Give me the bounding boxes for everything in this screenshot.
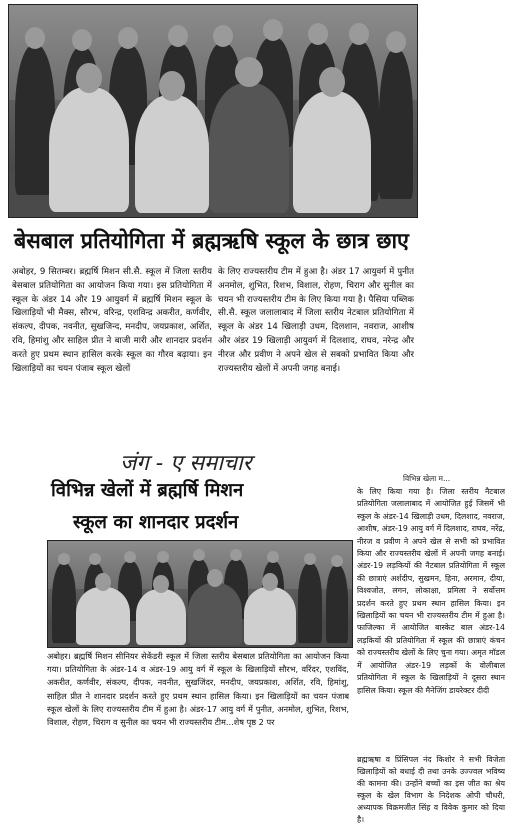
headline-2-line-2: स्कूल का शानदार प्रदर्शन — [73, 512, 239, 533]
clipping-2 — [45, 476, 507, 826]
article-2-body: अबोहर। ब्रह्मर्षि मिशन सीनियर सेकेंडरी स्कूल में जिला स्तरीय बेसबाल प्रतियोगिता का आयोजन किया गया। प्रतियोगिता के अंडर-14 व अंडर-19 आयु वर्ग में स्कूल के खिलाड़ियों सौरभ, वरिंदर, एशविंद, अकरीत, कर्णवीर, संकल्प, दीपक, नवनीत, सुखजिंदर, मनदीप, जयप्रकाश, अर्शित, रवि, हिमांशु, साहिल प्रीत ने शानदार प्रदर्शन करते हुए प्रथम स्थान हासिल किया। इन खिलाड़ियों का चयन पंजाब स्कूल खेलों के लिए राज्यस्तरीय टीम में हुआ है। अंडर-17 आयु वर्ग में पुनीत, अनमोल, शुभित, रिशभ, विशाल, रोहण, चिराग व सुनील का चयन भी राज्यस्तरीय टीम...शेष पृष्ठ 2 पर — [47, 651, 349, 728]
group-photo-1 — [8, 4, 418, 218]
article-2-right-bottom: ब्रह्मऋषा व प्रिंसिपल नंद किशोर ने सभी विजेता खिलाड़ियों को बधाई दी तथा उनके उज्ज्वल भविष्य की कामना की। उन्होंने बच्चों का इस जीत का श्रेय स्कूल के खेल विभाग के निदेशक ओपी चौधरी, अध्यापक विक्रमजीत सिंह व विवेक कुमार को दिया है। — [357, 755, 505, 824]
group-photo-2 — [47, 540, 353, 648]
article-1-column-2: के लिए राज्यस्तरीय टीम में हुआ है। अंडर 17 आयुवर्ग में पुनीत अनमोल, शुभित, रिशभ, विशाल, रोहण, चिराग और सुनील का चयन भी राज्यस्तरीय टीम के लिए किया गया है। पैसिया पब्लिक सी.सै. स्कूल जलालाबाद में जिला स्तरीय नेटबाल प्रतियोगिता में स्कूल के अंडर 14 खिलाड़ी उधम, दिलशान, नवराज, आशीष और अंडर 19 खिलाड़ी आयुवर्ग में दिलशाद, राघव, नरेन्द्र और नीरज और प्रवीण ने अपने खेल से सबको प्रभावित किया और राज्यस्तरीय खेलों में अपनी जगह बनाई। — [218, 267, 414, 374]
headline-1: बेसबाल प्रतियोगिता में ब्रह्मऋषि स्कूल के छात्र छाए — [14, 229, 409, 254]
article-2-continued-label: विभिन्न खेला म... — [403, 474, 451, 483]
clipping-1 — [6, 4, 418, 442]
headline-2-line-1: विभिन्न खेलों में ब्रह्मर्षि मिशन — [51, 480, 244, 501]
article-1-column-1: अबोहर, 9 सितम्बर। ब्रह्मर्षि मिशन सी.सै. स्कूल में जिला स्तरीय बेसबाल प्रतियोगिता का आयोजन किया गया। इस प्रतियोगिता में स्कूल के अंडर 14 और 19 आयुवर्ग में ब्रह्मर्षि मिशन स्कूल के खिलाड़ियों भी मैक्स, सौरभ, वरिन्द्र, एशविन्द्र अकरीत, कर्णवीर, संकल्प, दीपक, नवनीत, सुखजिन्द, मनदीप, जयप्रकाश, अर्शित, रवि, हिमांशु और साहिल प्रीत ने बाजी मारी और शानदार प्रदर्शन करते हुए प्रथम स्थान हासिल करके स्कूल का गौरव बढ़ाया। इन खिलाड़ियों का चयन पंजाब स्कूल खेलों — [12, 267, 212, 374]
article-2-right-column: के लिए किया गया है। जिला स्तरीय नैटबाल प्रतियोगिता जलालाबाद में आयोजित हुई जिसमें भी स्कूल के अंडर-14 खिलाड़ी उधम, दिलशाद, नवराज, आशीष, अंडर-19 आयु वर्ग में दिलशाद, राघव, नरेंद्र, नीरज व प्रवीण ने अपने खेल से सभी को प्रभावित किया और राज्यस्तरीय खेलों में अपनी जगह बनाई। अंडर-19 लड़कियों की नैटबाल प्रतियोगिता में स्कूल की छात्राएं अर्शदीप, सुखमन, हिना, अरमान, दीया, विश्वजोत, लगन, लोकाक्षा, प्रमिला ने सर्वोत्तम प्रदर्शन करते हुए प्रथम स्थान हासिल किया। इन खिलाड़ियों का चयन भी राज्यस्तरीय टीम में हुआ है। फाजिल्का में आयोजित बास्केट बाल अंडर-14 लड़कियों की प्रतियोगिता में स्कूल की छात्राएं कंचन को राज्यस्तरीय खेलों के लिए चुना गया। अमृत मॉडल में आयोजित अंडर-19 लड़कों के वोलीबाल प्रतियोगिता में स्कूल के खिलाड़ियों ने दूसरा स्थान हासिल किया। स्कूल की मैनेजिंग डायरेक्टर दीदी — [357, 487, 505, 695]
handwritten-source-label: जंग - ए समाचार — [120, 451, 252, 476]
